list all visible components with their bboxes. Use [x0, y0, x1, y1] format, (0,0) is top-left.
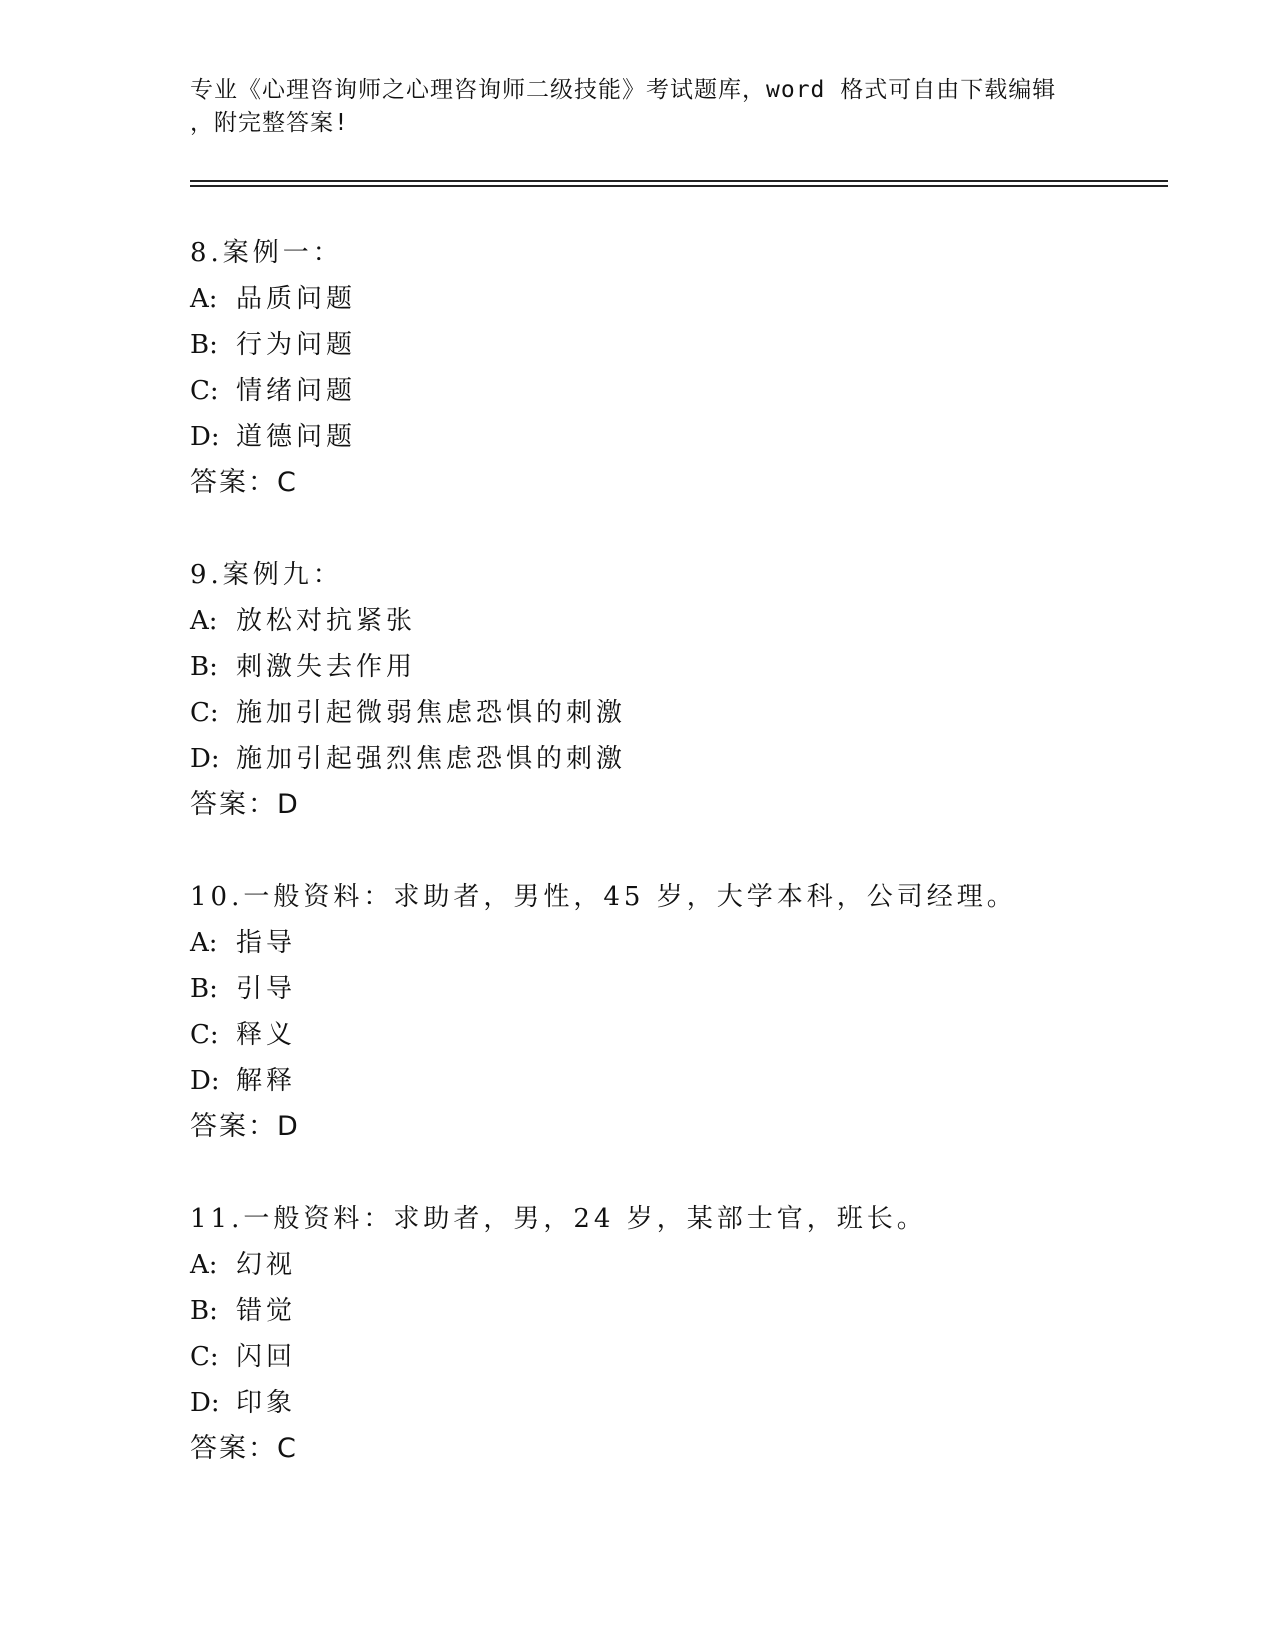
document-header [190, 74, 1090, 140]
option-b [190, 644, 1190, 690]
option-text: 刺激失去作用 [236, 652, 417, 682]
option-letter: C: [190, 1342, 219, 1372]
option-a [190, 276, 1190, 322]
option-b [190, 1288, 1190, 1334]
question-8 [190, 230, 1190, 506]
option-c [190, 368, 1190, 414]
option-text: 施加引起强烈焦虑恐惧的刺激 [236, 744, 627, 774]
option-text: 情绪问题 [236, 376, 357, 406]
option-letter: B: [190, 1296, 218, 1326]
option-letter: C: [190, 1020, 219, 1050]
option-letter: B: [190, 330, 218, 360]
option-text: 释义 [236, 1020, 297, 1050]
option-letter: A: [190, 606, 218, 636]
option-text: 品质问题 [236, 284, 357, 314]
option-text: 幻视 [236, 1250, 297, 1280]
question-stem: 8.案例一： [190, 238, 343, 268]
option-letter: D: [190, 744, 220, 774]
option-letter: D: [190, 1388, 220, 1418]
option-letter: D: [190, 1066, 220, 1096]
option-letter: B: [190, 652, 218, 682]
option-d [190, 736, 1190, 782]
question-stem: 11.一般资料：求助者，男，24 岁，某部士官，班长。 [190, 1204, 927, 1234]
option-text: 指导 [236, 928, 297, 958]
header-line-1: 专业《心理咨询师之心理咨询师二级技能》考试题库，word 格式可自由下载编辑 [190, 77, 1057, 103]
option-letter: A: [190, 284, 218, 314]
answer-label: 答案：C [190, 467, 298, 498]
option-text: 行为问题 [236, 330, 357, 360]
header-divider-bottom [190, 185, 1168, 187]
option-text: 施加引起微弱焦虑恐惧的刺激 [236, 698, 627, 728]
option-text: 道德问题 [236, 422, 357, 452]
option-d [190, 1380, 1190, 1426]
option-text: 解释 [236, 1066, 297, 1096]
question-9 [190, 552, 1190, 828]
option-c [190, 1012, 1190, 1058]
option-a [190, 920, 1190, 966]
answer-label: 答案：C [190, 1433, 298, 1464]
header-divider-top [190, 180, 1168, 182]
option-text: 引导 [236, 974, 297, 1004]
option-a [190, 598, 1190, 644]
option-letter: A: [190, 1250, 218, 1280]
option-b [190, 966, 1190, 1012]
option-d [190, 1058, 1190, 1104]
option-a [190, 1242, 1190, 1288]
option-letter: B: [190, 974, 218, 1004]
option-text: 闪回 [236, 1342, 297, 1372]
option-text: 印象 [236, 1388, 297, 1418]
question-10 [190, 874, 1190, 1150]
option-letter: A: [190, 928, 218, 958]
answer-label: 答案：D [190, 1111, 300, 1142]
header-line-2: ，附完整答案! [190, 110, 349, 136]
question-stem: 9.案例九： [190, 560, 343, 590]
option-text: 错觉 [236, 1296, 297, 1326]
option-b [190, 322, 1190, 368]
question-11 [190, 1196, 1190, 1472]
option-text: 放松对抗紧张 [236, 606, 417, 636]
option-letter: C: [190, 376, 219, 406]
answer-label: 答案：D [190, 789, 300, 820]
option-letter: D: [190, 422, 220, 452]
option-d [190, 414, 1190, 460]
option-letter: C: [190, 698, 219, 728]
question-stem: 10.一般资料：求助者，男性，45 岁，大学本科，公司经理。 [190, 882, 1017, 912]
option-c [190, 1334, 1190, 1380]
option-c [190, 690, 1190, 736]
